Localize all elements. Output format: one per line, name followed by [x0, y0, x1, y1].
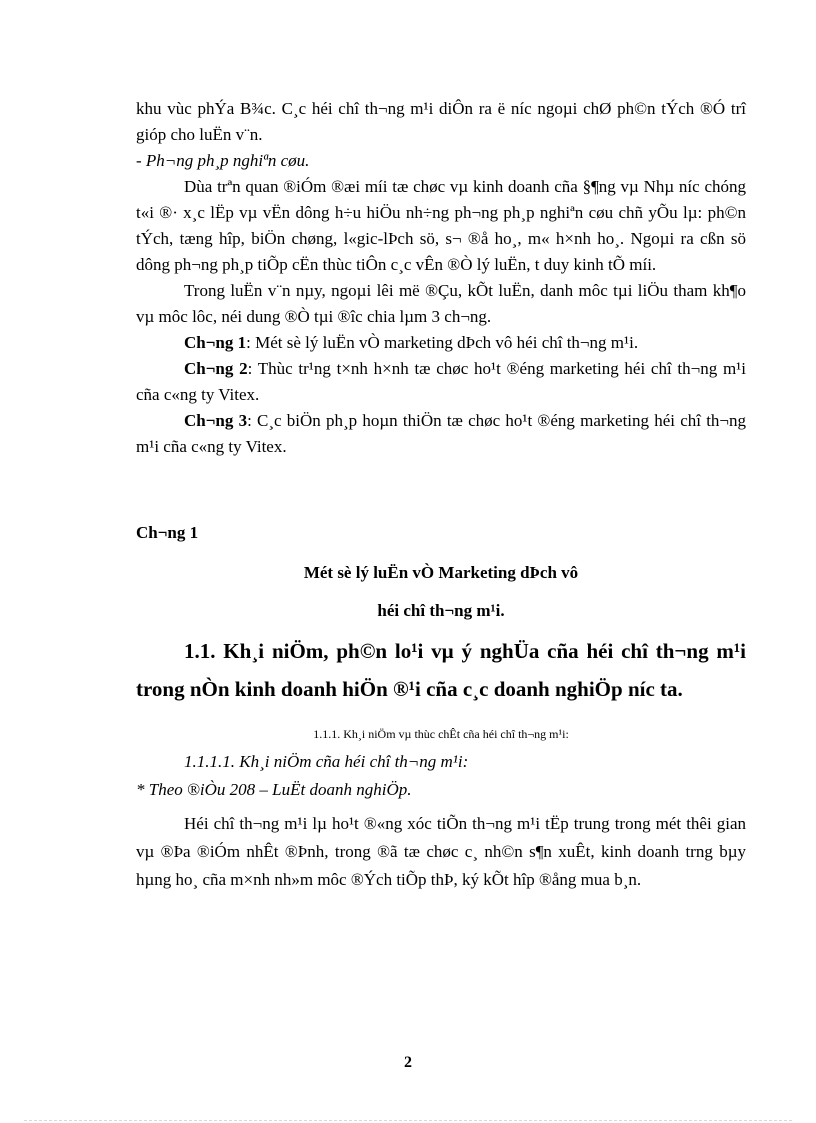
chapter-list-text: : C¸c biÖn ph¸p hoµn thiÖn tæ chøc ho¹t ®éng marketing héi chî th¬ng m¹i cña c«ng ty Vitex. [136, 411, 747, 456]
structure-paragraph: Trong luËn v¨n nµy, ngoµi lêi më ®Çu, kÕt luËn, danh môc tµi liÖu tham kh¶o vµ môc lôc, néi dung ®Ò tµi ®îc chia lµm 3 ch¬ng. [136, 281, 746, 326]
chapter-list-text: : Mét sè lý luËn vÒ marketing dÞch vô héi chî th¬ng m¹i. [246, 333, 639, 352]
method-paragraph: Dùa trªn quan ®iÓm ®æi míi tæ chøc vµ kinh doanh cña §¶ng vµ Nhµ níc chóng t«i ®· x¸c lËp vµ vËn dông h÷u hiÖu nh÷ng ph¬ng ph¸p nghiªn cøu chñ yÕu lµ: ph©n tÝch, tæng hîp, biÖn chøng, l«gic-lÞch sö, s¬ ®å ho¸, m« h×nh ho¸. Ngoµi ra cßn sö dông ph¬ng ph¸p tiÕp cËn thùc tiÔn c¸c vÊn ®Ò lý luËn, t duy kinh tÕ míi. [136, 177, 746, 274]
section-heading-1-1: 1.1. Kh¸i niÖm, ph©n lo¹i vµ ý nghÜa cña héi chî th¬ng m¹i trong nÒn kinh doanh hiÖn ®¹i cña c¸c doanh nghiÖp níc ta. [136, 639, 746, 701]
section-heading-1-1-1: 1.1.1. Kh¸i niÖm vµ thùc chÊt cña héi chî th¬ng m¹i: [313, 727, 569, 741]
chapter-title-line-2: héi chî th¬ng m¹i. [377, 601, 505, 620]
chapter-heading: Ch¬ng 1 [136, 523, 199, 542]
method-heading: - Ph¬ng ph¸p nghiªn cøu. [136, 151, 310, 170]
legal-reference: * Theo ®iÒu 208 – LuËt doanh nghiÖp. [136, 780, 412, 799]
chapter-list-text: : Thùc tr¹ng t×nh h×nh tæ chøc ho¹t ®éng marketing héi chî th¬ng m¹i cña c«ng ty Vitex. [136, 359, 746, 404]
chapter-list-label: Ch¬ng 1 [184, 333, 247, 352]
chapter-list-item [136, 408, 746, 460]
section-heading-1-1-1-1: 1.1.1.1. Kh¸i niÖm cña héi chî th¬ng m¹i: [184, 752, 469, 771]
chapter-list-label: Ch¬ng 2 [184, 359, 248, 378]
page-content [136, 96, 746, 894]
page-bottom-divider [24, 1120, 792, 1121]
chapter-list-item [136, 330, 746, 356]
page-number: 2 [404, 1054, 412, 1071]
intro-paragraph: khu vùc phÝa B¾c. C¸c héi chî th¬ng m¹i diÔn ra ë níc ngoµi chØ ph©n tÝch ®Ó trî gióp cho luËn v¨n. [136, 99, 746, 144]
chapter-list-item [136, 356, 746, 408]
chapter-list-label: Ch¬ng 3 [184, 411, 248, 430]
section-spacer [136, 460, 746, 520]
chapter-title-line-1: Mét sè lý luËn vÒ Marketing dÞch vô [303, 563, 579, 582]
definition-paragraph: Héi chî th¬ng m¹i lµ ho¹t ®«ng xóc tiÕn th¬ng m¹i tËp trung trong mét thêi gian vµ ®Þa ®iÓm nhÊt ®Þnh, trong ®ã tæ chøc c¸ nh©n s¶n xuÊt, kinh doanh trng bµy hµng ho¸ cña m×nh nh»m môc ®Ých tiÕp thÞ, ký kÕt hîp ®ång mua b¸n. [136, 814, 746, 889]
